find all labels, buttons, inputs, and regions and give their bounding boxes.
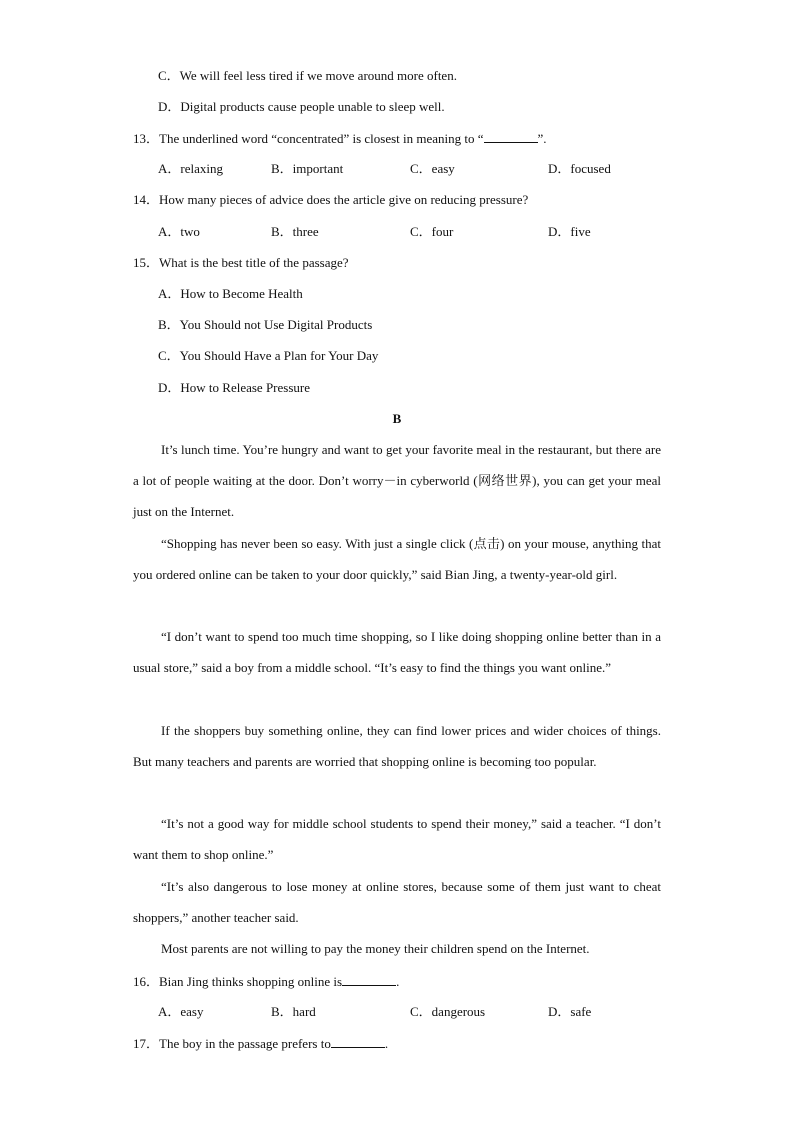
passage-paragraph [133, 715, 661, 777]
answer-blank [342, 973, 396, 986]
q16-option-b: B．hard [271, 1004, 316, 1019]
q17-stem-end: . [384, 1036, 389, 1051]
q13-option-d: D．focused [548, 161, 611, 176]
q17-stem [133, 1035, 388, 1052]
q15-stem: 15．What is the best title of the passage? [133, 255, 349, 270]
q14-option-c: C．four [410, 224, 454, 239]
q16-option-d: D．safe [548, 1004, 592, 1019]
q13-stem [133, 130, 547, 147]
paragraph-text: Most parents are not willing to pay the money their children spend on the Internet. [161, 941, 590, 956]
paragraph-text: “It’s not a good way for middle school students to spend their money,” said a teacher. “I don’t want them to shop online.” [133, 816, 661, 863]
q15-option-a: A．How to Become Health [158, 286, 303, 301]
paragraph-text: If the shoppers buy something online, they can find lower prices and wider choices of things. But many teachers and parents are worried that shopping online is becoming too popular. [133, 723, 661, 770]
q15-option-b: B．You Should not Use Digital Products [158, 317, 373, 332]
answer-blank [331, 1035, 385, 1048]
answer-blank [484, 130, 538, 143]
q14-option-b: B．three [271, 224, 319, 239]
q16-stem [133, 973, 399, 990]
q14-option-a: A．two [158, 224, 200, 239]
passage-paragraph [133, 434, 661, 528]
q16-stem-end: . [396, 974, 400, 989]
q13-stem-text: 13．The underlined word “concentrated” is closest in meaning to “ [133, 131, 484, 146]
q12-option-d: D．Digital products cause people unable to sleep well. [158, 99, 445, 114]
q15-option-d: D．How to Release Pressure [158, 380, 310, 395]
q13-option-a: A．relaxing [158, 161, 223, 176]
passage-paragraph [133, 871, 661, 933]
paragraph-text: It’s lunch time. You’re hungry and want to get your favorite meal in the restaurant, but there are a lot of people waiting at the door. Don’t worry－in cyberworld (网络世界), you can get your meal just on the Internet. [133, 442, 661, 520]
q16-option-a: A．easy [158, 1004, 204, 1019]
q16-option-c: C．dangerous [410, 1004, 486, 1019]
passage-paragraph [133, 528, 661, 590]
q17-stem-text: 17．The boy in the passage prefers to [133, 1036, 331, 1051]
q16-stem-text: 16．Bian Jing thinks shopping online is [133, 974, 343, 989]
paragraph-text: “It’s also dangerous to lose money at online stores, because some of them just want to cheat shoppers,” another teacher said. [133, 879, 661, 926]
q14-option-d: D．five [548, 224, 591, 239]
paragraph-text: “I don’t want to spend too much time shopping, so I like doing shopping online better than in a usual store,” said a boy from a middle school. “It’s easy to find the things you want online.” [133, 629, 661, 676]
paragraph-text: “Shopping has never been so easy. With just a single click (点击) on your mouse, anything that you ordered online can be taken to your door quickly,” said Bian Jing, a twenty-year-old girl. [133, 536, 661, 583]
q13-option-b: B．important [271, 161, 344, 176]
q14-stem: 14．How many pieces of advice does the article give on reducing pressure? [133, 192, 529, 207]
passage-paragraph [133, 933, 661, 964]
q13-stem-end: ”. [537, 131, 547, 146]
q12-option-c: C．We will feel less tired if we move around more often. [158, 68, 457, 83]
q15-option-c: C．You Should Have a Plan for Your Day [158, 348, 379, 363]
passage-paragraph [133, 621, 661, 683]
section-heading: B [392, 411, 402, 426]
passage-paragraph [133, 808, 661, 870]
q13-option-c: C．easy [410, 161, 455, 176]
